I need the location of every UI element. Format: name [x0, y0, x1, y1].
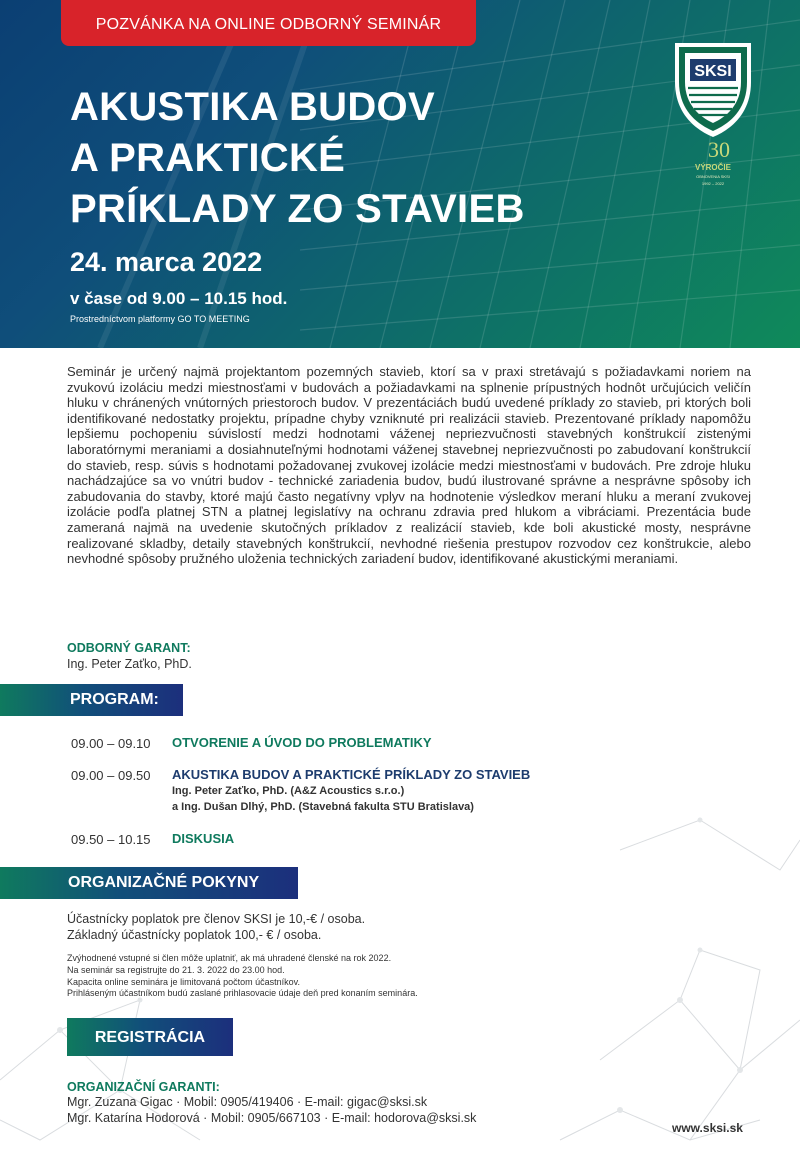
organization-heading: ORGANIZAČNÉ POKYNY — [68, 874, 260, 891]
registration-notes — [67, 953, 418, 1000]
program-item-time: 09.00 – 09.50 — [71, 768, 151, 783]
anniversary-sub: OBNOVENIA SKSI — [696, 174, 730, 179]
logo-text: SKSI — [694, 63, 732, 80]
program-item-title: OTVORENIE A ÚVOD DO PROBLEMATIKY — [172, 735, 432, 750]
seminar-title — [70, 82, 525, 235]
program-item-speaker: Ing. Peter Zaťko, PhD. (A&Z Acoustics s.r.o.) — [172, 785, 405, 797]
garant-name: Ing. Peter Zaťko, PhD. — [67, 657, 192, 671]
invitation-tag: POZVÁNKA NA ONLINE ODBORNÝ SEMINÁR — [61, 0, 476, 46]
anniversary-years: 1992 – 2022 — [701, 181, 725, 186]
website-link[interactable]: www.sksi.sk — [672, 1121, 743, 1135]
registration-button[interactable]: REGISTRÁCIA — [67, 1018, 233, 1056]
program-item-title: DISKUSIA — [172, 831, 235, 846]
note-line: Kapacita online seminára je limitovaná počtom účastníkov. — [67, 976, 300, 987]
sksi-logo — [674, 42, 752, 192]
program-item-title: AKUSTIKA BUDOV A PRAKTICKÉ PRÍKLADY ZO STAVIEB — [172, 767, 531, 782]
note-line: Na seminár sa registrujte do 21. 3. 2022 do 23.00 hod. — [67, 964, 285, 975]
note-line: Zvýhodnené vstupné si člen môže uplatniť, ak má uhradené členské na rok 2022. — [67, 953, 392, 963]
note-line: Prihláseným účastníkom budú zaslané prihlasovacie údaje deň pred konaním seminára. — [67, 988, 418, 999]
program-item-time: 09.00 – 09.10 — [71, 736, 151, 751]
seminar-time: v čase od 9.00 – 10.15 hod. — [70, 289, 288, 308]
organizer-contact: Mgr. Zuzana Gigac · Mobil: 0905/419406 · E-mail: gigac@sksi.sk — [67, 1095, 428, 1109]
program-heading-bar — [0, 684, 183, 716]
program-item-time: 09.50 – 10.15 — [71, 832, 151, 847]
program-heading: PROGRAM: — [70, 691, 159, 708]
title-line: A PRAKTICKÉ — [70, 136, 346, 180]
seminar-platform: Prostredníctvom platformy GO TO MEETING — [70, 314, 250, 324]
program-item-speaker: a Ing. Dušan Dlhý, PhD. (Stavebná fakulta STU Bratislava) — [172, 801, 474, 813]
fee-line: Účastnícky poplatok pre členov SKSI je 10,-€ / osoba. — [67, 912, 366, 926]
organizer-contact: Mgr. Katarína Hodorová · Mobil: 0905/667103 · E-mail: hodorova@sksi.sk — [67, 1111, 477, 1125]
organization-heading-bar — [0, 867, 298, 899]
title-line: PRÍKLADY ZO STAVIEB — [70, 187, 525, 231]
organizers-heading: ORGANIZAČNÍ GARANTI: — [67, 1080, 220, 1094]
fee-line: Základný účastnícky poplatok 100,- € / osoba. — [67, 928, 322, 942]
garant-heading: ODBORNÝ GARANT: — [67, 641, 191, 655]
fee-info — [67, 911, 365, 943]
hero-banner — [0, 0, 800, 348]
seminar-description: Seminár je určený najmä projektantom pozemných stavieb, ktorí sa v praxi stretávajú s požiadavkami noriem na zvukovú izoláciu medzi miestnosťami v budovách a požiadavkami na splnenie prípustných hodnôt určujúcich veličín hluku v chránených vnútorných priestoroch budov. V prezentáciách budú uvedené príklady zo stavieb, pri ktorých boli identifikované nedostatky projektu, prípadne chyby vzniknuté pri realizácii stavieb. Prezentované príklady napomôžu lepšiemu pochopeniu súvislostí medzi hodnotami váženej nepriezvučnosti stavebných konštrukcií zistenými laboratórnymi meraniami a dosiahnuteľnými hodnotami váženej stavebnej nepriezvučnosti po zabudovaní konštrukcií do stavieb, resp. súvis s hodnotami požadovanej zvukovej izolácie medzi miestnosťami v budovách. Pre zdroje hluku nachádzajúce sa vo vnútri budov - technické zariadenia budov, budú ilustrované správne a nesprávne spôsoby ich zabudovania do stavby, ktoré majú často negatívny vplyv na hodnotenie výsledkov meraní hluku a meraní zvukovej izolácie podľa platnej STN a platnej legislatívy na ochranu zdravia pred hlukom a vibráciami. Prezentácia bude zameraná najmä na uvedenie skutočných príkladov z realizácií stavieb, kde boli akustické mosty, nesprávne realizované skladby, detaily stavebných konštrukcií, nevhodné riešenia prestupov rozvodov cez konštrukcie, alebo nevhodné spôsoby pružného uloženia technických zariadení budov, identifikované akustickými meraniami. — [67, 364, 751, 567]
title-line: AKUSTIKA BUDOV — [70, 85, 435, 129]
anniversary-number: 30 — [708, 137, 730, 162]
anniversary-word: VÝROČIE — [694, 163, 732, 172]
seminar-date: 24. marca 2022 — [70, 247, 263, 277]
